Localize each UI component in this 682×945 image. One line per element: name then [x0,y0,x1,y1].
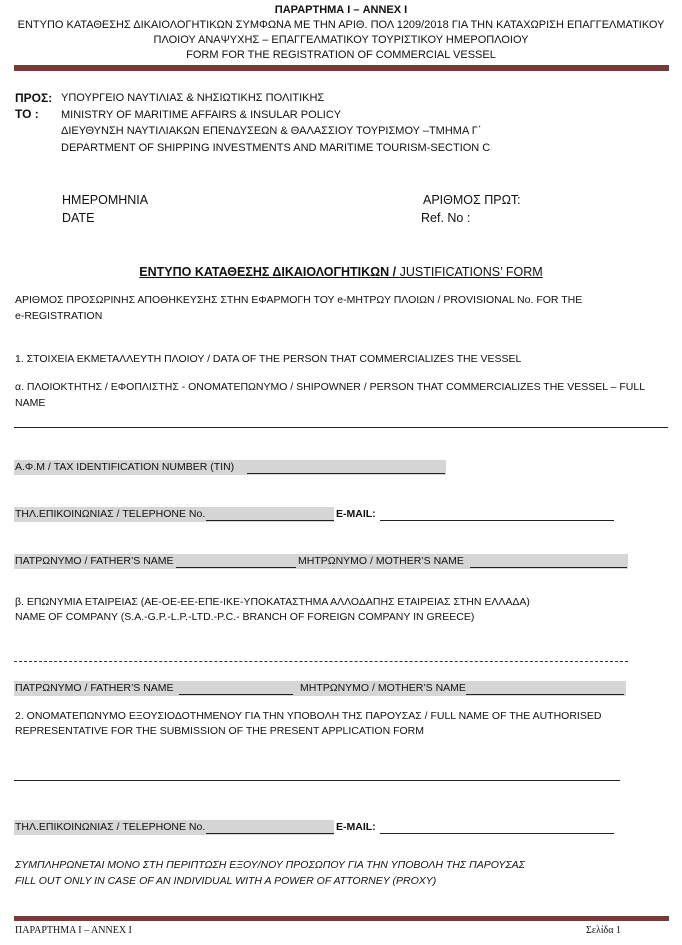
header-line-3: ΠΛΟΙΟΥ ΑΝΑΨΥΧΗΣ – ΕΠΑΓΓΕΛΜΑΤΙΚΟΥ ΤΟΥΡΙΣΤΙΚΟΥ ΗΜΕΡΟΠΛΟΙΟΥ [153,34,529,46]
form-title-en: JUSTIFICATIONS’ FORM [399,265,543,279]
ref-label-en: Ref. No : [421,211,471,225]
company-label-gr: β. ΕΠΩΝΥΜΙΑ ΕΤΑΙΡΕΙΑΣ (ΑΕ-ΟΕ-ΕΕ-ΕΠΕ-ΙΚΕ-ΥΠΟΚΑΤΑΣΤΗΜΑ ΑΛΛΟΔΑΠΗΣ ΕΤΑΙΡΕΙΑΣ ΣΤΗΝ ΕΛΛΑΔΑ) [15,596,530,608]
form-title-gr: ΕΝΤΥΠΟ ΚΑΤΑΘΕΣΗΣ ΔΙΚΑΙΟΛΟΓΗΤΙΚΩΝ / [139,265,400,279]
telephone-label-2: ΤΗΛ.ΕΠΙΚΟΙΝΩΝΙΑΣ / TELEPHONE No. [15,821,206,833]
proxy-note-gr: ΣΥΜΠΛΗΡΩΝΕΤΑΙ ΜΟΝΟ ΣΤΗ ΠΕΡΙΠΤΩΣΗ ΕΞΟΥ/ΝΟΥ ΠΡΟΣΩΠΟΥ ΓΙΑ ΤΗΝ ΥΠΟΒΟΛΗ ΤΗΣ ΠΑΡΟΥΣΑΣ [15,859,525,871]
section2-title-line2: REPRESENTATIVE FOR THE SUBMISSION OF THE PRESENT APPLICATION FORM [15,725,424,737]
tin-input[interactable] [247,473,445,474]
form-title [0,265,682,279]
header-annex-title: ΠΑΡΑΡΤΗΜΑ Ι – ANNEX I [274,4,408,16]
to-ministry-gr: ΥΠΟΥΡΓΕΙΟ ΝΑΥΤΙΛΙΑΣ & ΝΗΣΙΩΤΙΚΗΣ ΠΟΛΙΤΙΚΗΣ [61,92,325,104]
to-label-en: TO : [15,107,39,121]
company-label-en: NAME OF COMPANY (S.A.-G.P.-L.P.-LTD.-P.C.- BRANCH OF FOREIGN COMPANY IN GREECE) [15,611,475,623]
mother-name-label: ΜΗΤΡΩΝΥΜΟ / MOTHER’S NAME [298,555,464,567]
header-line-4: FORM FOR THE REGISTRATION OF COMMERCIAL VESSEL [186,49,496,61]
father-name-label-2: ΠΑΤΡΩΝΥΜΟ / FATHER’S NAME [15,682,174,694]
telephone-input-2[interactable] [206,833,334,834]
tin-label: Α.Φ.Μ / TAX IDENTIFICATION NUMBER (TIN) [15,461,235,473]
father-name-input[interactable] [176,567,296,568]
shipowner-label-line2: NAME [15,397,46,409]
header-divider [14,65,669,71]
to-ministry-en: MINISTRY OF MARITIME AFFAIRS & INSULAR POLICY [61,109,342,121]
provisional-no-line2: e-REGISTRATION [15,310,103,322]
telephone-input[interactable] [206,520,334,521]
email-input[interactable] [380,520,614,521]
father-name-label: ΠΑΤΡΩΝΥΜΟ / FATHER’S NAME [15,555,174,567]
footer-annex: ΠΑΡΑΡΤΗΜΑ Ι – ΑΝΝΕΧ Ι [15,925,132,936]
representative-name-field[interactable] [14,780,620,781]
section2-title-line1: 2. ΟΝΟΜΑΤΕΠΩΝΥΜΟ ΕΞΟΥΣΙΟΔΟΤΗΜΕΝΟΥ ΓΙΑ ΤΗΝ ΥΠΟΒΟΛΗ ΤΗΣ ΠΑΡΟΥΣΑΣ / FULL NAME OF THE AUTHORISED [15,710,602,722]
footer-page-number: Σελίδα 1 [586,925,622,936]
date-label-gr: ΗΜΕΡΟΜΗΝΙΑ [62,193,149,207]
shipowner-label-line1: α. ΠΛΟΙΟΚΤΗΤΗΣ / ΕΦΟΠΛΙΣΤΗΣ - ΟΝΟΜΑΤΕΠΩΝΥΜΟ / SHIPOWNER / PERSON THAT COMMERCIALIZES THE VESSEL – FULL [15,381,646,393]
email-label: E-MAIL: [336,508,376,520]
mother-name-label-2: ΜΗΤΡΩΝΥΜΟ / MOTHER’S NAME [300,682,466,694]
to-department-gr: ΔΙΕΥΘΥΝΣΗ ΝΑΥΤΙΛΙΑΚΩΝ ΕΠΕΝΔΥΣΕΩΝ & ΘΑΛΑΣΣΙΟΥ ΤΟΥΡΙΣΜΟΥ –ΤΜΗΜΑ Γ΄ [61,125,482,137]
email-label-2: E-MAIL: [336,821,376,833]
to-label-gr: ΠΡΟΣ: [15,91,53,105]
date-label-en: DATE [62,211,95,225]
shipowner-name-field[interactable] [14,427,668,428]
ref-label-gr: ΑΡΙΘΜΟΣ ΠΡΩΤ: [423,193,521,207]
proxy-note-en: FILL OUT ONLY IN CASE OF AN INDIVIDUAL WITH A POWER OF ATTORNEY (PROXY) [15,875,437,887]
father-name-input-2[interactable] [179,694,293,695]
mother-name-input-2[interactable] [466,694,624,695]
email-input-2[interactable] [380,833,614,834]
mother-name-input[interactable] [470,567,627,568]
telephone-label: ΤΗΛ.ΕΠΙΚΟΙΝΩΝΙΑΣ / TELEPHONE No. [15,508,206,520]
company-name-field[interactable] [14,661,628,662]
header-line-2: ΕΝΤΥΠΟ ΚΑΤΑΘΕΣΗΣ ΔΙΚΑΙΟΛΟΓΗΤΙΚΩΝ ΣΥΜΦΩΝΑ ΜΕ ΤΗΝ ΑΡΙΘ. ΠΟΛ 1209/2018 ΓΙΑ ΤΗΝ ΚΑΤΑΧΩΡΙΣΗ ΕΠΑΓΓΕΛΜΑΤΙΚΟΥ [17,19,665,31]
provisional-no-line1: ΑΡΙΘΜΟΣ ΠΡΟΣΩΡΙΝΗΣ ΑΠΟΘΗΚΕΥΣΗΣ ΣΤΗΝ ΕΦΑΡΜΟΓΗ ΤΟΥ e-ΜΗΤΡΩΥ ΠΛΟΙΩΝ / PROVISIONAL No. FOR THE [15,294,583,306]
section1-title: 1. ΣΤΟΙΧΕΙΑ ΕΚΜΕΤΑΛΛΕΥΤΗ ΠΛΟΙΟΥ / DATA OF THE PERSON THAT COMMERCIALIZES THE VESSEL [15,353,522,365]
footer-divider [14,916,669,921]
to-department-en: DEPARTMENT OF SHIPPING INVESTMENTS AND MARITIME TOURISM-SECTION C [61,142,491,154]
